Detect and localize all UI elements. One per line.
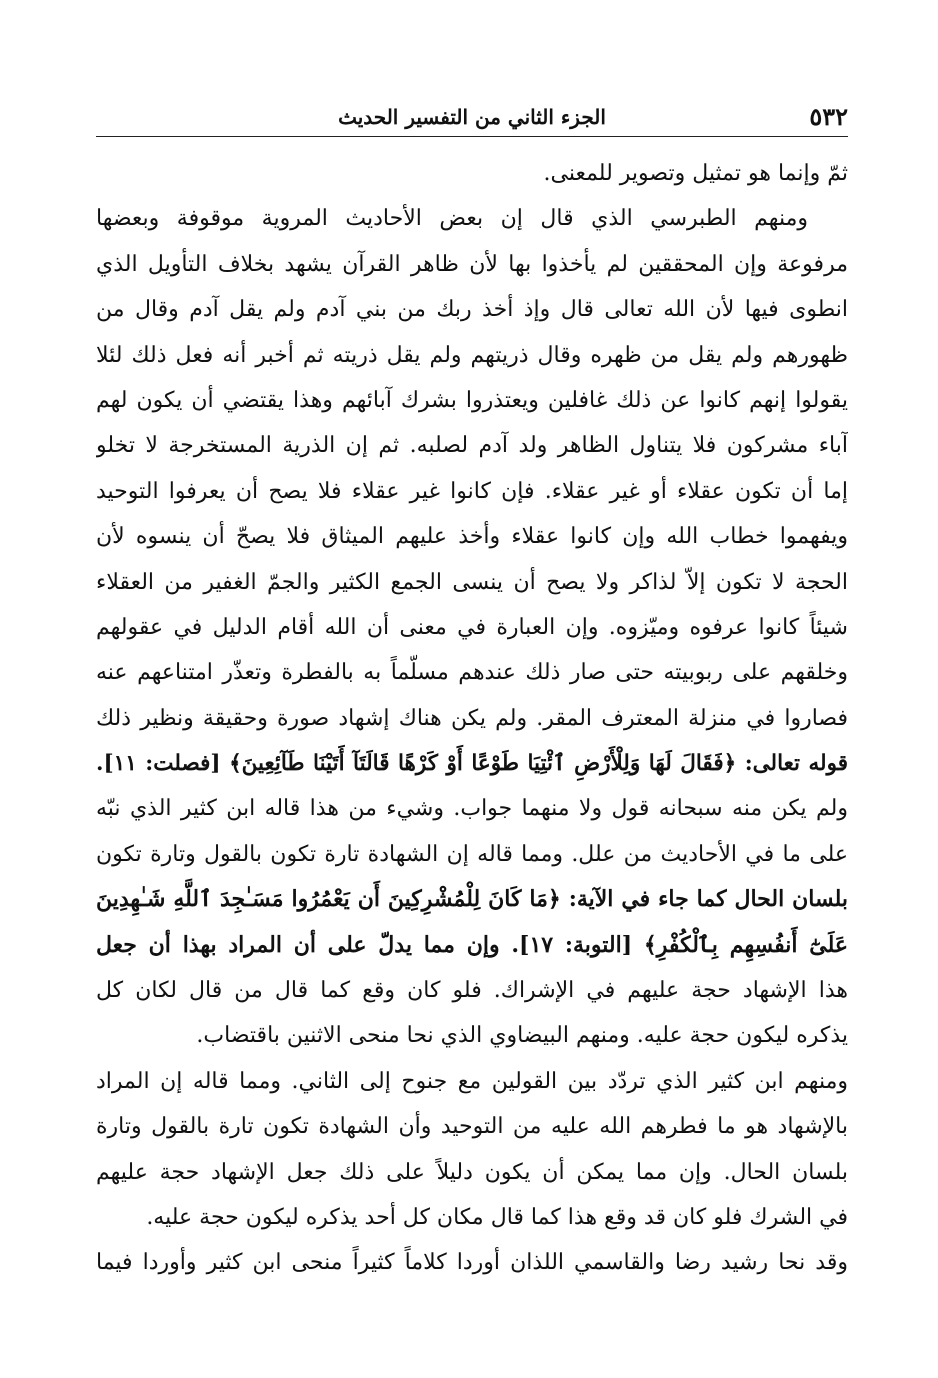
- text-line: بلسان الحال. وإن مما يمكن أن يكون دليلاً على ذلك جعل الإشهاد حجة عليهم: [96, 1159, 848, 1185]
- text-line: يذكره ليكون حجة عليه. ومنهم البيضاوي الذي نحا منحى الاثنين باقتضاب.: [196, 1023, 848, 1049]
- body-text: [96, 151, 848, 1286]
- text-line: انطوى فيها لأن الله تعالى قال وإذ أخذ ربك من بني آدم ولم يقل آدم وقال من: [96, 297, 848, 323]
- text-line-quran-verse: بلسان الحال كما جاء في الآية: ﴿مَا كَانَ لِلْمُشْرِكِينَ أَن يَعْمُرُوا مَسَـٰجِدَ ٱللَّهِ شَـٰهِدِينَ: [96, 886, 848, 913]
- text-line: بالإشهاد هو ما فطرهم الله عليه من التوحيد وأن الشهادة تكون تارة بالقول وتارة: [96, 1114, 848, 1140]
- text-line: ظهورهم ولم يقل من ظهره وقال ذريتهم ولم يقل ذريته ثم أخبر أنه فعل ذلك لئلا: [96, 342, 848, 368]
- text-line: على ما في الأحاديث من علل. ومما قاله إن الشهادة تارة تكون بالقول وتارة تكون: [96, 841, 848, 867]
- text-line: ومنهم الطبرسي الذي قال إن بعض الأحاديث المروية موقوفة وبعضها: [96, 206, 808, 232]
- text-line: في الشرك فلو كان قد وقع هذا كما قال مكان كل أحد يذكره ليكون حجة عليه.: [146, 1204, 848, 1230]
- text-line: ومنهم ابن كثير الذي تردّد بين القولين مع جنوح إلى الثاني. ومما قاله إن المراد: [96, 1068, 848, 1094]
- text-line: الحجة لا تكون إلاّ لذاكر ولا يصح أن ينسى الجمع الكثير والجمّ الغفير من العقلاء: [96, 569, 848, 595]
- text-line: ويفهموا خطاب الله وإن كانوا عقلاء وأخذ عليهم الميثاق فلا يصحّ أن ينسوه لأن: [96, 524, 848, 550]
- text-line: وقد نحا رشيد رضا والقاسمي اللذان أوردا كلاماً كثيراً منحى ابن كثير وأوردا فيما: [96, 1250, 848, 1276]
- page-number: ٥٣٢: [809, 102, 848, 131]
- text-line-quran-verse: عَلَىٰٓ أَنفُسِهِم بِٱلْكُفْرِ﴾ [التوبة: ١٧]. وإن مما يدلّ على أن المراد بهذا أن جعل: [96, 931, 848, 958]
- text-line: هذا الإشهاد حجة عليهم في الإشراك. فلو كان وقع كما قال من قال لكان كل: [96, 978, 848, 1004]
- text-line-quran-verse: قوله تعالى: ﴿فَقَالَ لَهَا وَلِلْأَرْضِ ٱئْتِيَا طَوْعًا أَوْ كَرْهًا قَالَتَآ أَتَيْنَا طَآئِعِينَ﴾ [فصلت: ١١].: [96, 751, 848, 777]
- text-line: ثمّ وإنما هو تمثيل وتصوير للمعنى.: [543, 161, 848, 186]
- text-line: مرفوعة وإن المحققين لم يأخذوا بها لأن ظاهر القرآن يشهد بخلاف التأويل الذي: [96, 251, 848, 277]
- text-line: فصاروا في منزلة المعترف المقر. ولم يكن هناك إشهاد صورة وحقيقة ونظير ذلك: [96, 705, 848, 731]
- page-header: [96, 100, 848, 137]
- text-line: يقولوا إنهم كانوا عن ذلك غافلين ويعتذروا بشرك آبائهم وهذا يقتضي أن يكون لهم: [96, 387, 848, 413]
- text-line: شيئاً كانوا عرفوه وميّزوه. وإن العبارة في معنى أن الله أقام الدليل في عقولهم: [96, 614, 848, 640]
- text-line: آباء مشركون فلا يتناول الظاهر ولد آدم لصلبه. ثم إن الذرية المستخرجة لا تخلو: [96, 433, 848, 459]
- text-line: ولم يكن منه سبحانه قول ولا منهما جواب. وشيء من هذا قاله ابن كثير الذي نبّه: [96, 796, 848, 822]
- running-title: الجزء الثاني من التفسير الحديث: [338, 105, 606, 129]
- text-line: إما أن تكون عقلاء أو غير عقلاء. فإن كانوا غير عقلاء فلا يصح أن يعرفوا التوحيد: [96, 478, 848, 504]
- text-line: وخلقهم على ربوبيته حتى صار ذلك عندهم مسلّماً به بالفطرة وتعذّر امتناعهم عنه: [96, 660, 848, 686]
